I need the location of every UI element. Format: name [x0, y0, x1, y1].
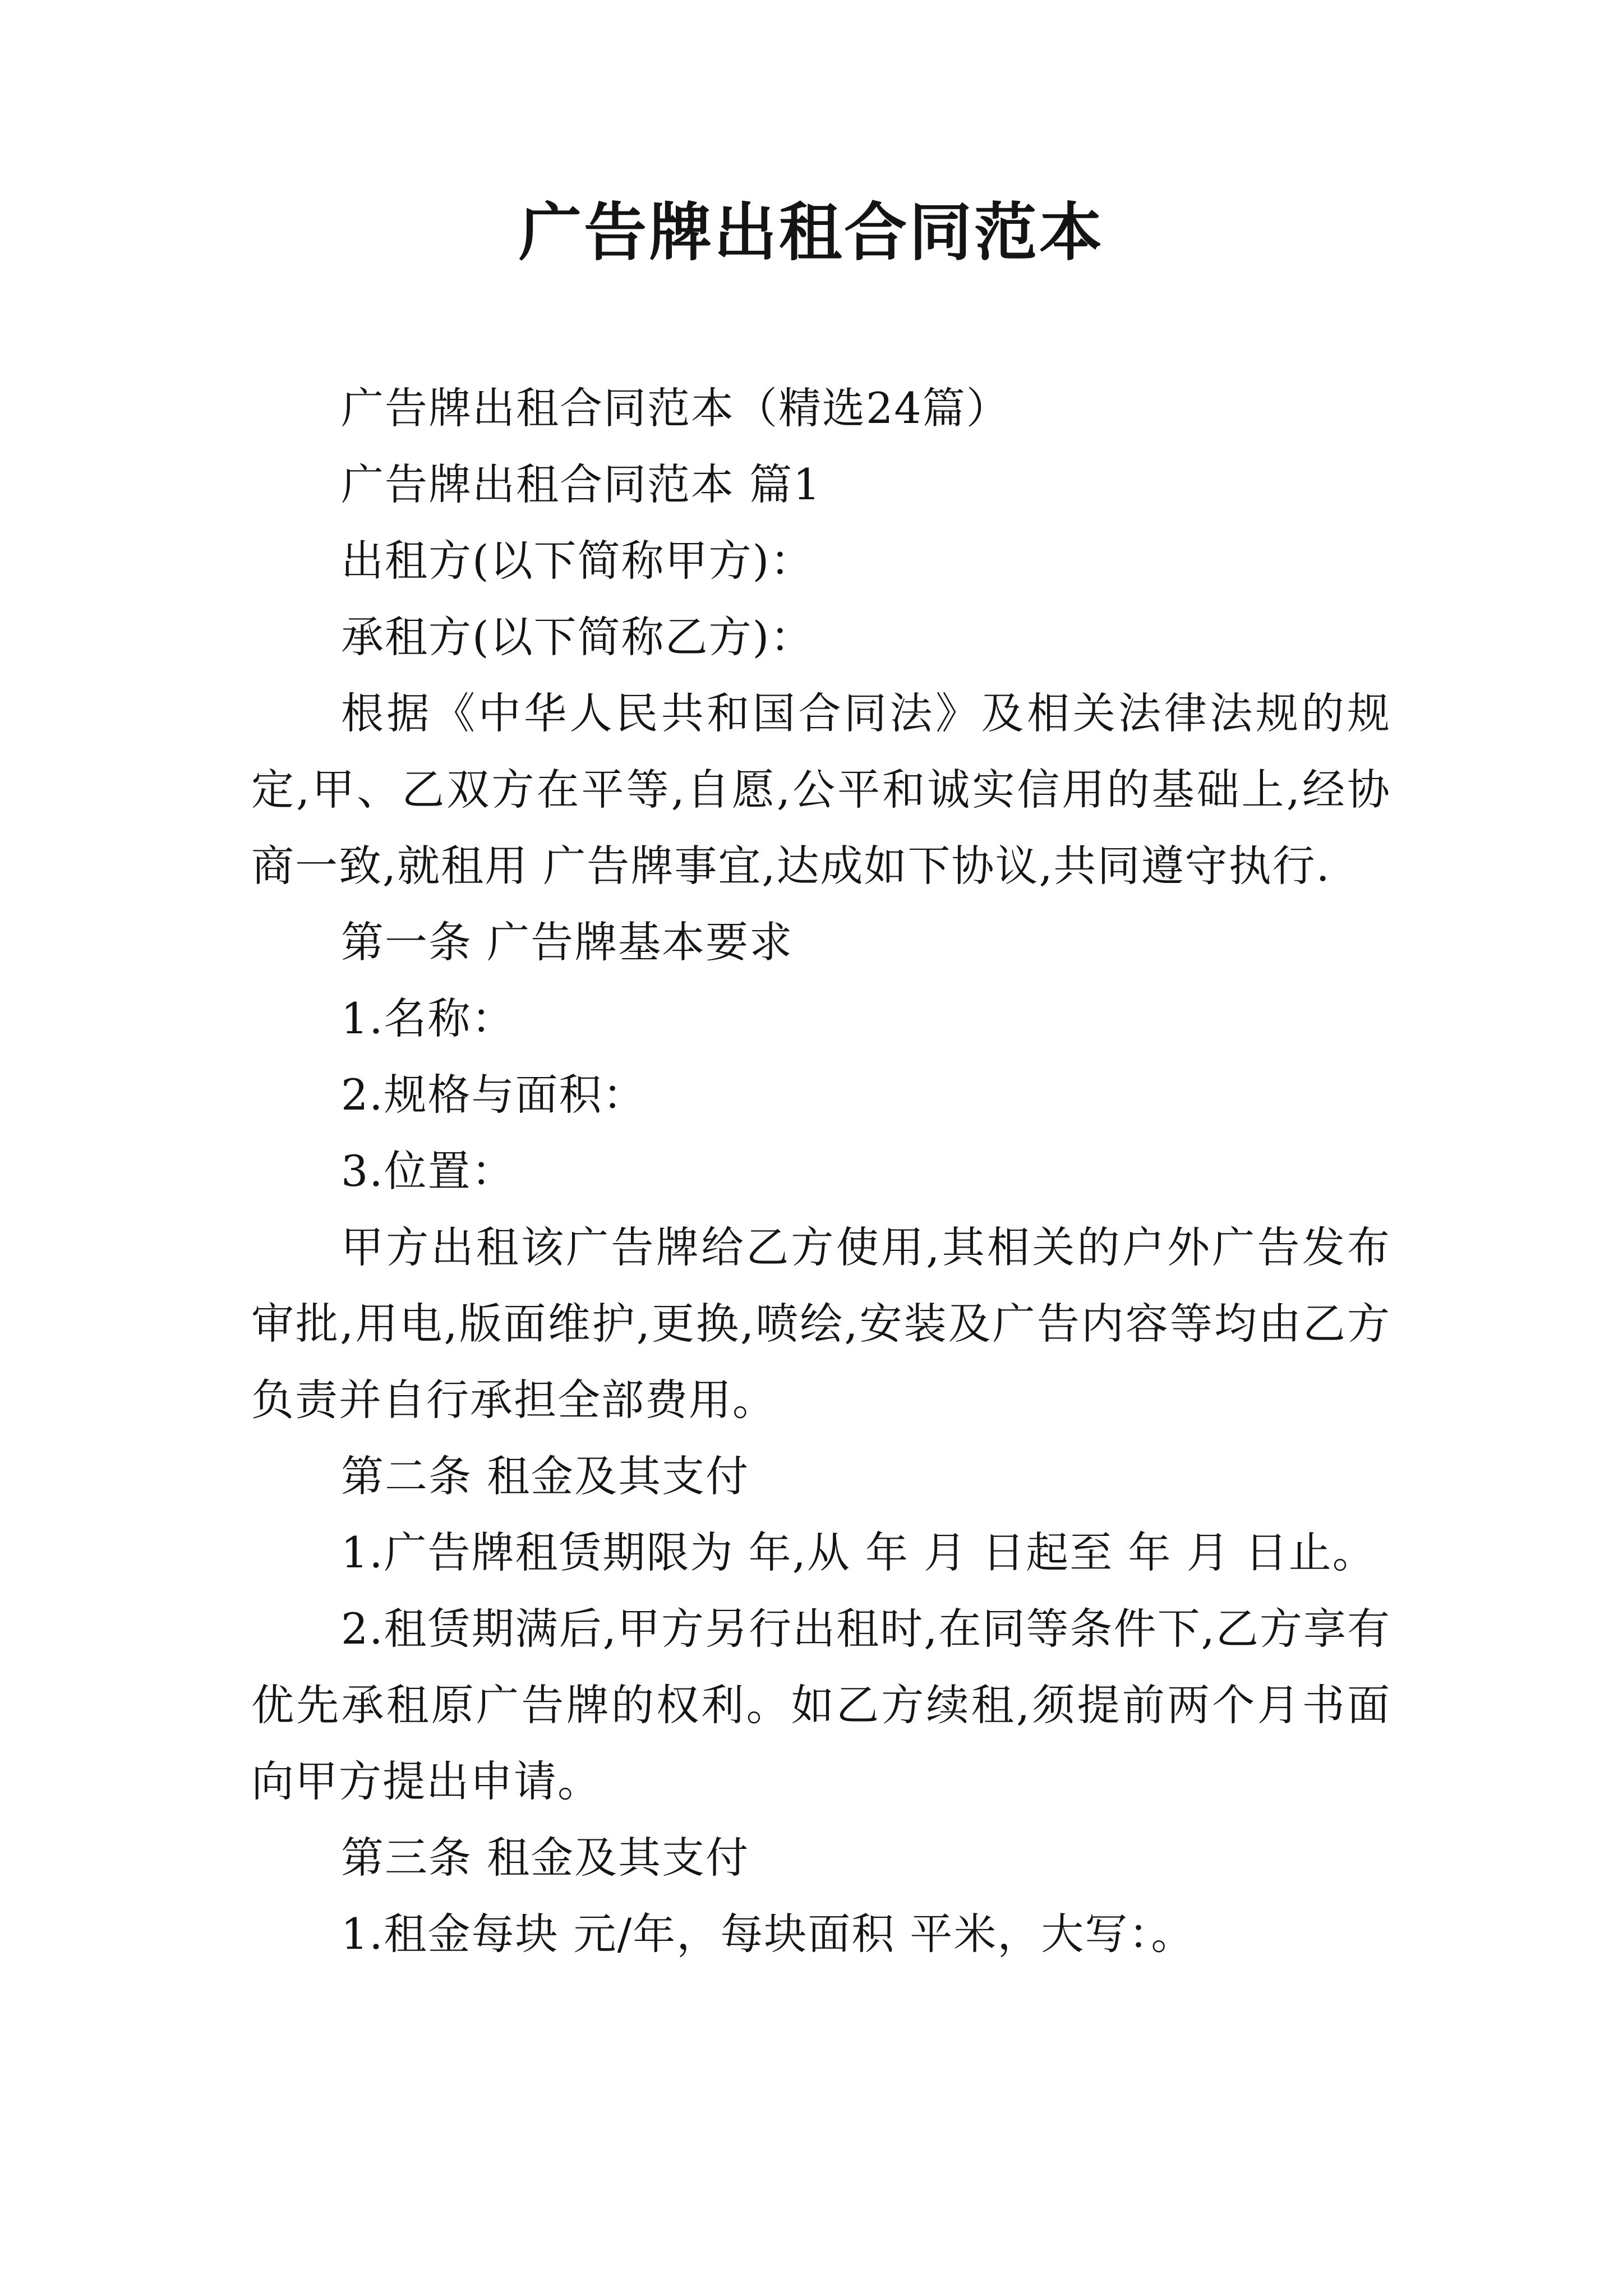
- section-heading: 广告牌出租合同范本 篇1: [341, 459, 822, 509]
- clause-item: 2.租赁期满后,甲方另行出租时,在同等条件下,乙方享有优先承租原广告牌的权利。如乙方续租,须提前两个月书面向甲方提出申请。: [251, 1604, 1391, 1806]
- article-heading: 第二条 租金及其支付: [341, 1451, 750, 1501]
- clause-item: 2.规格与面积：: [341, 1070, 647, 1120]
- body-paragraph: 甲方出租该广告牌给乙方使用,其相关的户外广告发布审批,用电,版面维护,更换,喷绘,安装及广告内容等均由乙方负责并自行承担全部费用。: [251, 1222, 1391, 1425]
- lessee-line: 承租方(以下简称乙方)：: [341, 612, 814, 662]
- lessor-line: 出租方(以下简称甲方)：: [341, 536, 814, 586]
- clause-item: 3.位置：: [341, 1146, 515, 1196]
- clause-item: 1.广告牌租赁期限为 年,从 年 月 日起至 年 月 日止。: [341, 1527, 1376, 1577]
- article-heading: 第一条 广告牌基本要求: [341, 917, 794, 967]
- preamble-paragraph: 根据《中华人民共和国合同法》及相关法律法规的规定,甲、乙双方在平等,自愿,公平和诚实信用的基础上,经协商一致,就租用 广告牌事宜,达成如下协议,共同遵守执行.: [251, 688, 1391, 891]
- document-title: 广告牌出租合同范本: [519, 196, 1104, 269]
- article-heading: 第三条 租金及其支付: [341, 1833, 750, 1883]
- clause-item: 1.租金每块 元/年，每块面积 平米，大写：。: [341, 1909, 1195, 1959]
- subtitle-paragraph: 广告牌出租合同范本（精选24篇）: [341, 383, 1010, 433]
- document-body: [251, 370, 1391, 1972]
- clause-item: 1.名称：: [341, 993, 515, 1043]
